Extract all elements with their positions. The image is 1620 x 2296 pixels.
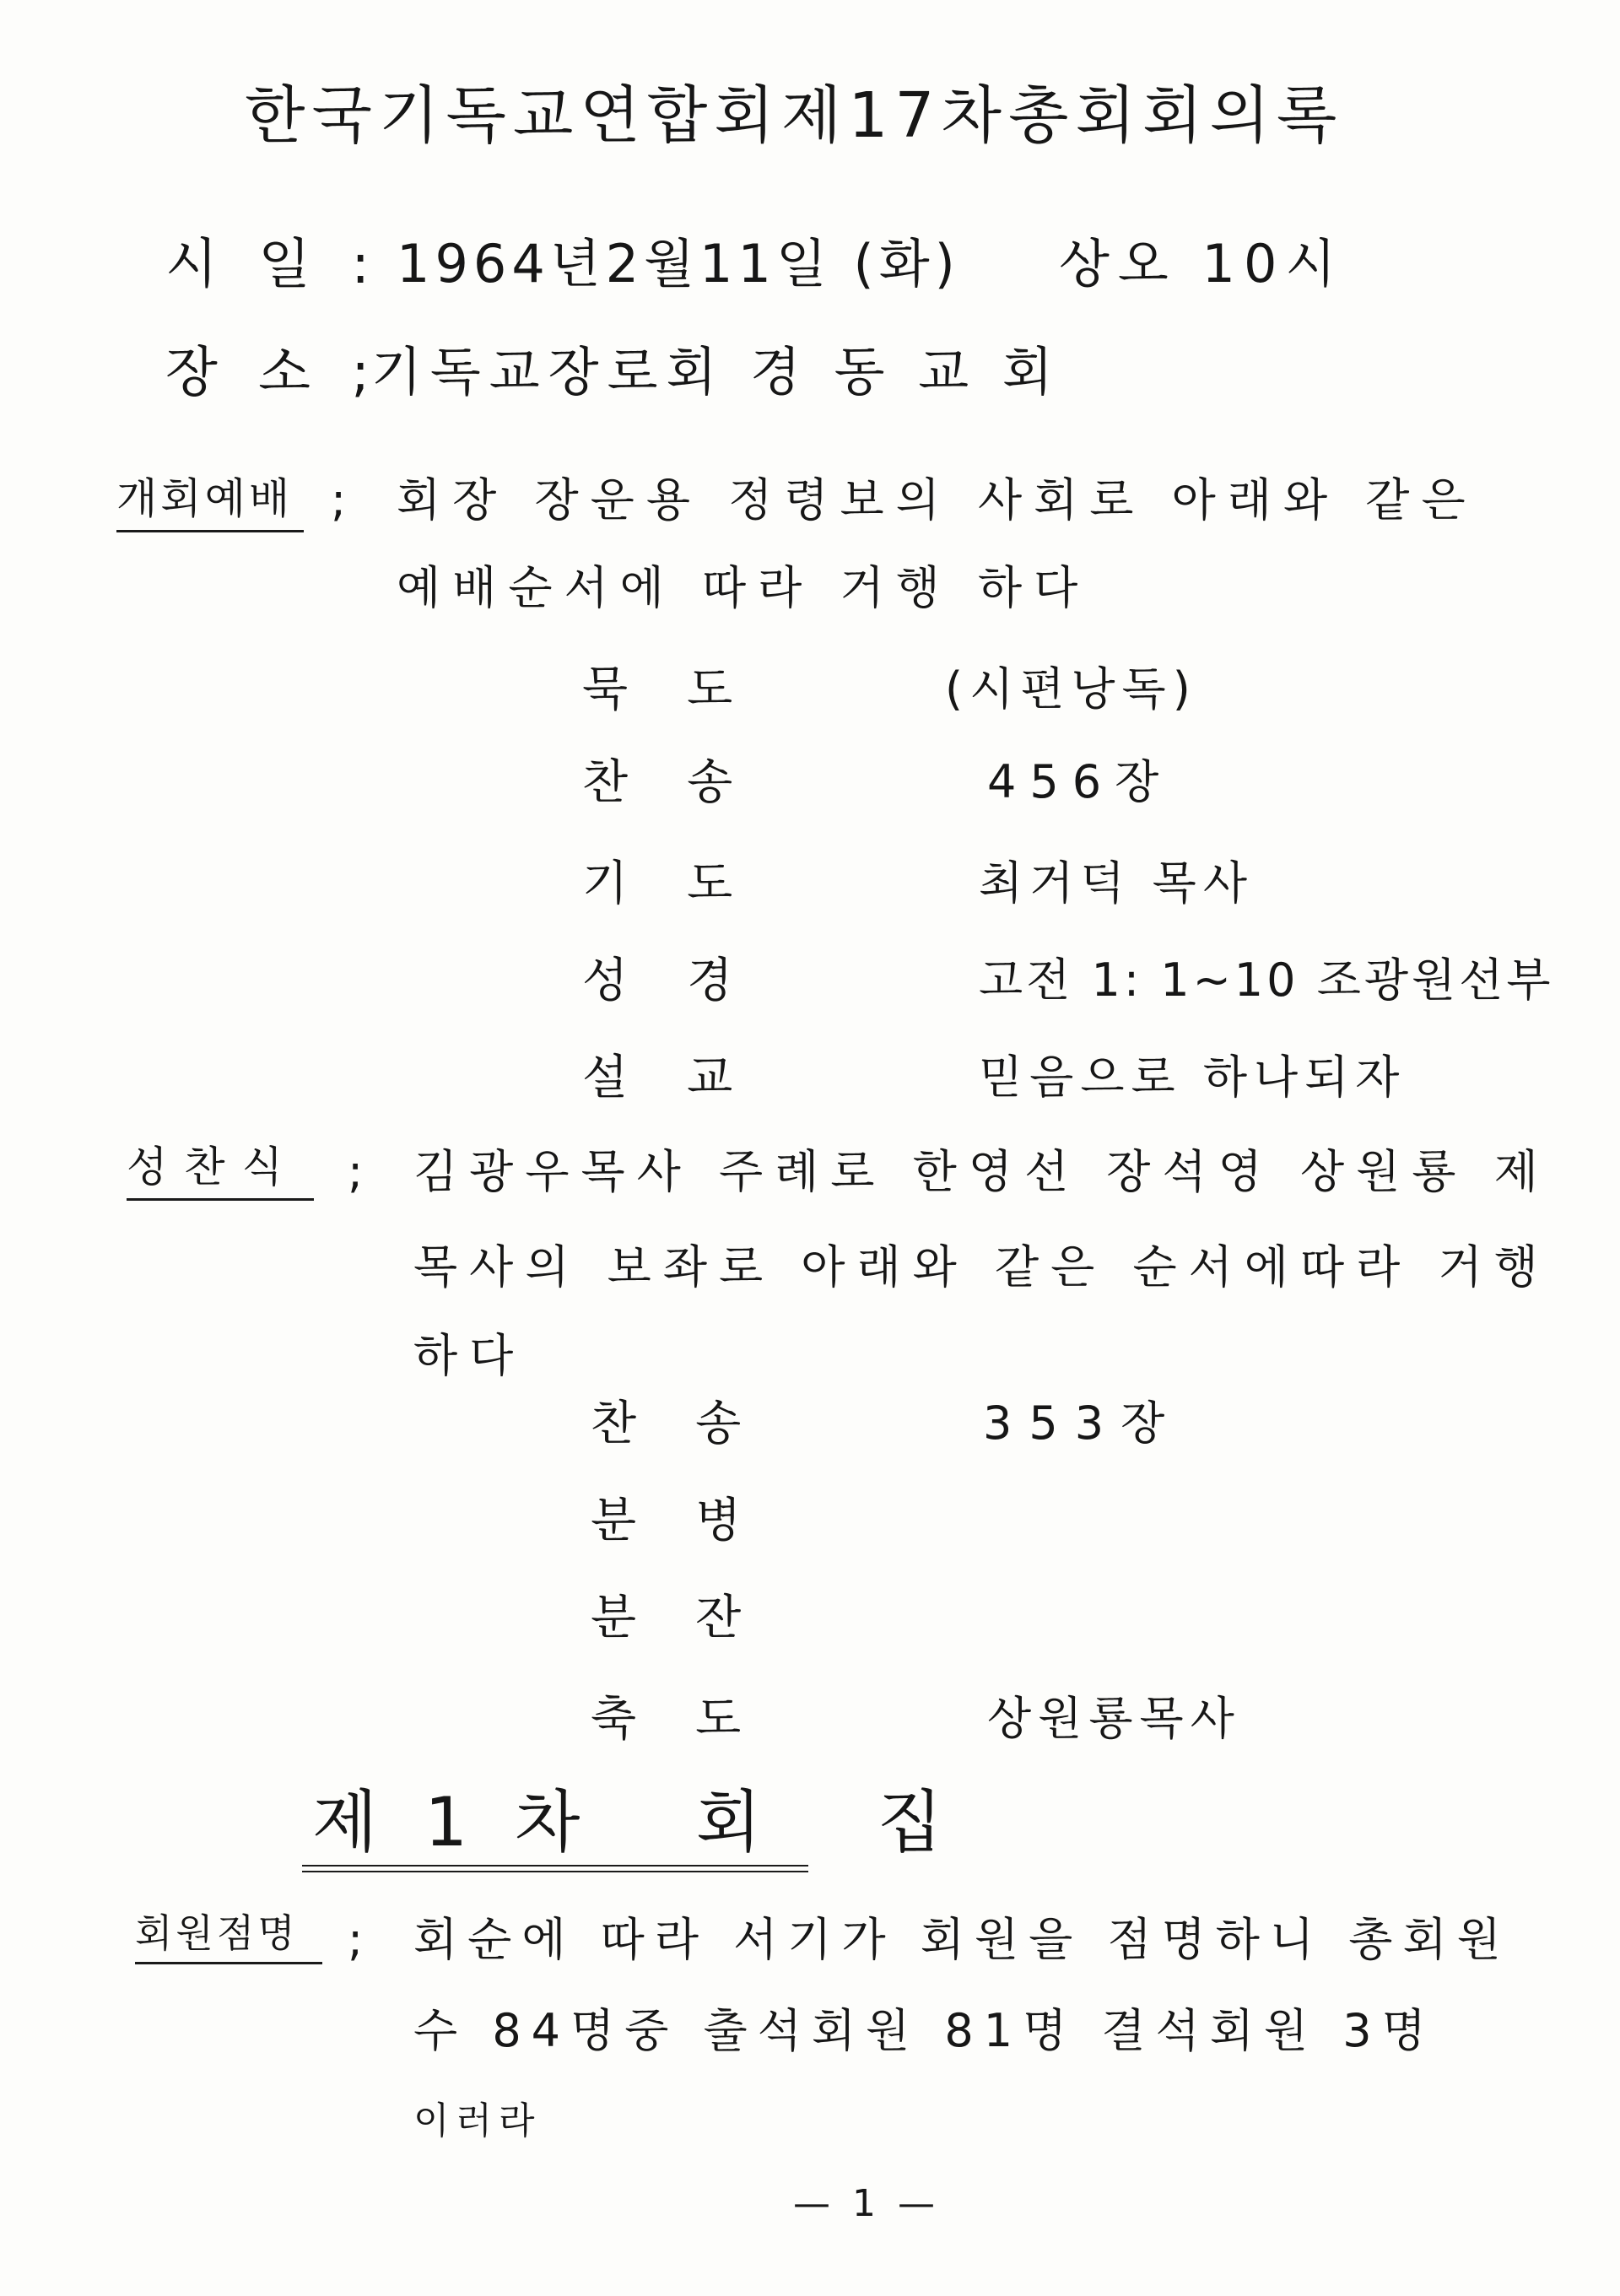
worship-item-value: 456장 <box>987 755 1173 808</box>
opening-worship-underline <box>116 530 304 532</box>
date-time: 상오 10시 <box>1059 233 1345 294</box>
opening-worship-label: 개회예배 <box>116 474 294 523</box>
date-label: 시 일 : <box>165 234 381 296</box>
worship-item-value: (시편낭독) <box>945 662 1197 716</box>
communion-item-name: 분잔 <box>591 1591 801 1645</box>
communion-label: 성찬식 <box>127 1143 300 1191</box>
session-heading: 제1차 회 집 <box>312 1783 990 1861</box>
date-value: 1964년2월11일 (화) <box>397 233 960 294</box>
communion-sep: ; <box>348 1145 364 1198</box>
session-heading-rule <box>302 1865 808 1872</box>
worship-item-value: 믿음으로 하나되자 <box>979 1051 1407 1104</box>
roll-call-text-2: 수 84명중 출석회원 81명 결석회원 3명 <box>413 2004 1436 2057</box>
communion-text-1: 김광우목사 주례로 한영선 장석영 상원룡 제 <box>413 1145 1550 1198</box>
opening-worship-text-1: 회장 장운용 정령보의 사회로 아래와 같은 <box>397 473 1477 527</box>
communion-item-name: 찬송 <box>591 1397 801 1451</box>
roll-call-text-3: 이러라 <box>413 2099 542 2142</box>
worship-item-value: 고전 1: 1~10 조광원선부 <box>979 954 1554 1007</box>
communion-text-3: 하다 <box>413 1329 526 1382</box>
roll-call-text-1: 회순에 따라 서기가 회원을 점명하니 총회원 <box>413 1913 1511 1966</box>
worship-item-name: 기도 <box>582 856 792 911</box>
roll-call-underline <box>135 1962 322 1964</box>
opening-worship-text-2: 예배순서에 따라 거행 하다 <box>397 561 1090 614</box>
worship-item-name: 찬송 <box>582 755 792 810</box>
worship-item-name: 성경 <box>582 954 792 1008</box>
communion-item-value: 상원룡목사 <box>987 1692 1241 1745</box>
communion-item-name: 축도 <box>591 1692 801 1747</box>
communion-item-value: 353장 <box>983 1397 1182 1450</box>
communion-item-name: 분병 <box>591 1494 801 1548</box>
roll-call-sep: ; <box>348 1913 364 1966</box>
place-value: 기독교장로회 경 동 교 회 <box>371 341 1061 402</box>
document-title: 한국기독교연합회제17차총회회의록 <box>245 79 1344 152</box>
worship-item-name: 설교 <box>582 1051 792 1105</box>
communion-underline <box>127 1198 314 1201</box>
opening-worship-sep: ; <box>331 473 347 527</box>
worship-item-value: 최거덕 목사 <box>979 856 1254 910</box>
roll-call-label: 회원점명 <box>135 1910 299 1956</box>
worship-item-name: 묵도 <box>582 662 792 717</box>
page-number: — 1 — <box>793 2182 940 2225</box>
place-label: 장 소 ; <box>165 342 381 404</box>
communion-text-2: 목사의 보좌로 아래와 같은 순서에따라 거행 <box>413 1240 1550 1294</box>
